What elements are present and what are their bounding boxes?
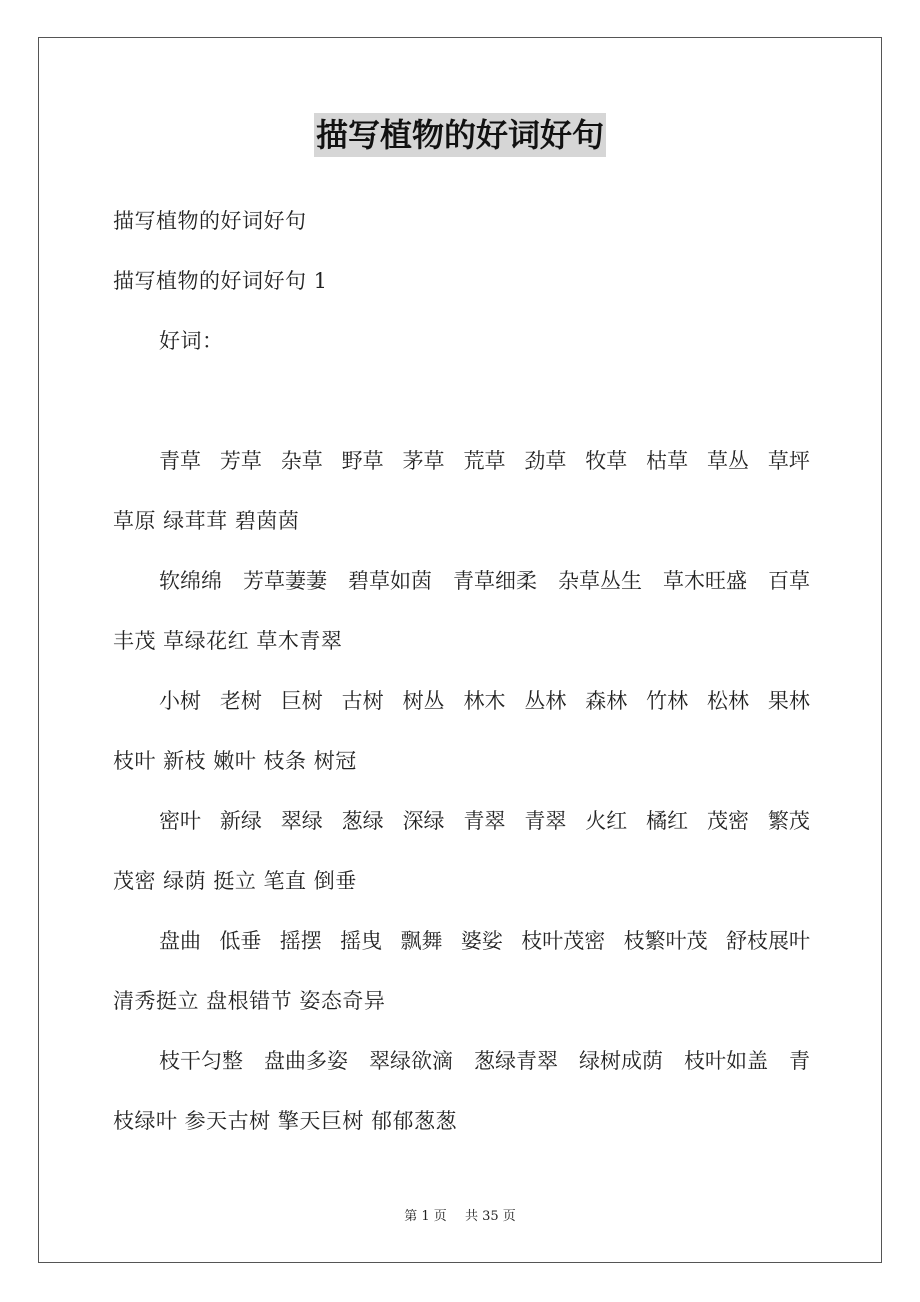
document-title: 描写植物的好词好句 [314, 113, 606, 157]
word-item: 青翠 [463, 809, 506, 833]
word-item: 百草 [768, 569, 810, 593]
word-item: 葱绿青翠 [474, 1049, 558, 1073]
paragraph-second-line: 枝叶 新枝 嫩叶 枝条 树冠 [113, 749, 357, 773]
word-item: 橘红 [646, 809, 689, 833]
paragraph-second-line: 草原 绿茸茸 碧茵茵 [113, 509, 300, 533]
total-pages: 共 35 页 [464, 1209, 516, 1224]
page-number: 第 1 页 [404, 1209, 447, 1224]
word-paragraphs [113, 431, 810, 1151]
word-item: 青 [789, 1049, 810, 1073]
word-item: 树丛 [402, 689, 445, 713]
word-item: 草坪 [767, 449, 810, 473]
word-item: 盘曲多姿 [264, 1049, 348, 1073]
word-item: 杂草 [280, 449, 323, 473]
word-item: 舒枝展叶 [726, 929, 810, 953]
word-item: 枯草 [646, 449, 689, 473]
word-item: 森林 [585, 689, 628, 713]
word-item: 牧草 [585, 449, 628, 473]
paragraph-second-line: 丰茂 草绿花红 草木青翠 [113, 629, 343, 653]
word-item: 飘舞 [400, 929, 443, 953]
word-item: 繁茂 [767, 809, 810, 833]
word-item: 软绵绵 [159, 569, 222, 593]
word-item: 摇曳 [340, 929, 383, 953]
word-item: 绿树成荫 [579, 1049, 663, 1073]
word-item: 林木 [463, 689, 506, 713]
word-item: 摇摆 [279, 929, 322, 953]
word-item: 茅草 [402, 449, 445, 473]
word-item: 芳草萋萋 [243, 569, 327, 593]
good-words-label: 好词： [159, 329, 224, 353]
word-item: 新绿 [219, 809, 262, 833]
word-item: 青草 [159, 449, 201, 473]
word-item: 青草细柔 [453, 569, 537, 593]
word-item: 茂密 [707, 809, 750, 833]
paragraph-first-line [113, 1031, 810, 1091]
word-item: 密叶 [159, 809, 201, 833]
paragraph-first-line [113, 431, 810, 491]
paragraph-second-line: 枝绿叶 参天古树 擎天巨树 郁郁葱葱 [113, 1109, 458, 1133]
word-item: 枝叶茂密 [521, 929, 606, 953]
word-item: 枝叶如盖 [684, 1049, 768, 1073]
word-item: 老树 [219, 689, 262, 713]
word-item: 低垂 [219, 929, 262, 953]
word-item: 巨树 [280, 689, 323, 713]
word-item: 翠绿欲滴 [369, 1049, 453, 1073]
word-item: 火红 [585, 809, 628, 833]
paragraph-second-line: 茂密 绿荫 挺立 笔直 倒垂 [113, 869, 357, 893]
word-item: 竹林 [646, 689, 689, 713]
paragraph-first-line [113, 671, 810, 731]
document-body [113, 191, 810, 1151]
word-item: 小树 [159, 689, 201, 713]
paragraph-first-line [113, 551, 810, 611]
word-item: 深绿 [402, 809, 445, 833]
word-item: 翠绿 [280, 809, 323, 833]
word-item: 古树 [341, 689, 384, 713]
word-item: 荒草 [463, 449, 506, 473]
paragraph-second-line: 清秀挺立 盘根错节 姿态奇异 [113, 989, 386, 1013]
word-item: 枝干匀整 [159, 1049, 243, 1073]
word-item: 野草 [341, 449, 384, 473]
subtitle: 描写植物的好词好句 [113, 209, 307, 233]
word-item: 草丛 [707, 449, 750, 473]
word-item: 葱绿 [341, 809, 384, 833]
word-item: 碧草如茵 [348, 569, 432, 593]
word-item: 盘曲 [159, 929, 201, 953]
paragraph-first-line [113, 791, 810, 851]
word-item: 枝繁叶茂 [623, 929, 708, 953]
word-item: 芳草 [219, 449, 262, 473]
section-heading: 描写植物的好词好句 1 [113, 269, 328, 293]
word-item: 劲草 [524, 449, 567, 473]
word-item: 青翠 [524, 809, 567, 833]
word-item: 杂草丛生 [558, 569, 642, 593]
word-item: 婆娑 [460, 929, 503, 953]
blank-line [113, 371, 810, 431]
paragraph-first-line [113, 911, 810, 971]
page-footer [0, 1205, 920, 1224]
word-item: 丛林 [524, 689, 567, 713]
title-container [0, 113, 920, 157]
word-item: 松林 [707, 689, 750, 713]
word-item: 果林 [767, 689, 810, 713]
word-item: 草木旺盛 [663, 569, 747, 593]
